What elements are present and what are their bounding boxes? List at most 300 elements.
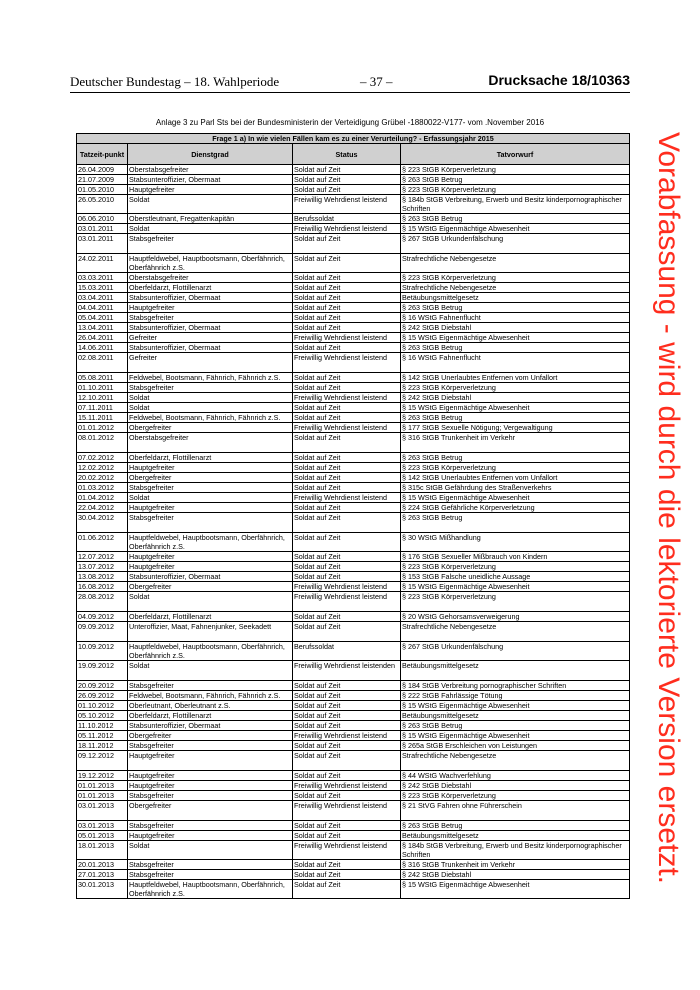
cell-status: Freiwillig Wehrdienst leistend (293, 801, 401, 821)
cell-dienstgrad: Hauptgefreiter (128, 751, 293, 771)
cell-dienstgrad: Hauptgefreiter (128, 831, 293, 841)
cell-status: Soldat auf Zeit (293, 751, 401, 771)
cell-tatvorwurf: § 263 StGB Betrug (401, 453, 630, 463)
cell-tatzeitpunkt: 03.01.2013 (77, 801, 128, 821)
cell-tatvorwurf: § 316 StGB Trunkenheit im Verkehr (401, 860, 630, 870)
cell-tatvorwurf: § 15 WStG Eigenmächtige Abwesenheit (401, 880, 630, 899)
cell-tatvorwurf: § 242 StGB Diebstahl (401, 870, 630, 880)
cell-tatvorwurf: § 263 StGB Betrug (401, 721, 630, 731)
cell-status: Soldat auf Zeit (293, 711, 401, 721)
cell-dienstgrad: Oberstabsgefreiter (128, 273, 293, 283)
cell-dienstgrad: Stabsunteroffizier, Obermaat (128, 343, 293, 353)
cell-status: Soldat auf Zeit (293, 701, 401, 711)
cell-tatzeitpunkt: 01.06.2012 (77, 533, 128, 552)
cell-status: Soldat auf Zeit (293, 234, 401, 254)
table-row (77, 741, 630, 751)
cell-status: Freiwillig Wehrdienst leistend (293, 582, 401, 592)
cell-status: Soldat auf Zeit (293, 433, 401, 453)
cell-tatzeitpunkt: 26.04.2011 (77, 333, 128, 343)
cell-status: Freiwillig Wehrdienst leistend (293, 333, 401, 343)
page-header (70, 72, 630, 90)
table-row (77, 463, 630, 473)
cell-dienstgrad: Hauptgefreiter (128, 771, 293, 781)
table-row (77, 731, 630, 741)
cell-tatvorwurf: § 223 StGB Körperverletzung (401, 592, 630, 612)
table-row (77, 622, 630, 642)
table-row (77, 293, 630, 303)
table-row (77, 195, 630, 214)
cell-dienstgrad: Oberfeldarzt, Flottillenarzt (128, 612, 293, 622)
cell-tatzeitpunkt: 01.01.2013 (77, 791, 128, 801)
cell-tatvorwurf: § 223 StGB Körperverletzung (401, 791, 630, 801)
table-row (77, 661, 630, 681)
cell-dienstgrad: Stabsgefreiter (128, 741, 293, 751)
cell-tatzeitpunkt: 15.11.2011 (77, 413, 128, 423)
cell-dienstgrad: Obergefreiter (128, 801, 293, 821)
table-row (77, 333, 630, 343)
cell-dienstgrad: Oberfeldarzt, Flottillenarzt (128, 283, 293, 293)
cell-status: Soldat auf Zeit (293, 880, 401, 899)
table-row (77, 283, 630, 293)
cell-tatvorwurf: Betäubungsmittelgesetz (401, 831, 630, 841)
cell-dienstgrad: Oberstabsgefreiter (128, 433, 293, 453)
table-row (77, 552, 630, 562)
table-row (77, 880, 630, 899)
cell-tatvorwurf: § 223 StGB Körperverletzung (401, 383, 630, 393)
cell-tatvorwurf: § 222 StGB Fahrlässige Tötung (401, 691, 630, 701)
cell-dienstgrad: Hauptgefreiter (128, 552, 293, 562)
cell-dienstgrad: Oberleutnant, Oberleutnant z.S. (128, 701, 293, 711)
drucksache-number: 10363 (591, 72, 630, 88)
cell-status: Soldat auf Zeit (293, 165, 401, 175)
cell-status: Soldat auf Zeit (293, 552, 401, 562)
cell-status: Berufssoldat (293, 214, 401, 224)
cell-status: Berufssoldat (293, 642, 401, 661)
cell-tatzeitpunkt: 02.08.2011 (77, 353, 128, 373)
cell-status: Freiwillig Wehrdienst leistenden (293, 661, 401, 681)
cell-tatvorwurf: § 15 WStG Eigenmächtige Abwesenheit (401, 701, 630, 711)
cell-dienstgrad: Hauptfeldwebel, Hauptbootsmann, Oberfähnrich, Oberfähnrich z.S. (128, 254, 293, 273)
watermark-text: Vorabfassung - wird durch die lektorierte Version ersetzt. (652, 131, 685, 885)
cell-status: Soldat auf Zeit (293, 483, 401, 493)
cell-dienstgrad: Hauptgefreiter (128, 503, 293, 513)
cell-dienstgrad: Stabsgefreiter (128, 860, 293, 870)
cell-dienstgrad: Unteroffizier, Maat, Fahnenjunker, Seekadett (128, 622, 293, 642)
cell-dienstgrad: Stabsunteroffizier, Obermaat (128, 572, 293, 582)
cell-tatzeitpunkt: 10.09.2012 (77, 642, 128, 661)
cell-tatvorwurf: § 223 StGB Körperverletzung (401, 463, 630, 473)
cell-dienstgrad: Soldat (128, 493, 293, 503)
cell-tatzeitpunkt: 11.10.2012 (77, 721, 128, 731)
table-row (77, 383, 630, 393)
col-tatvorwurf: Tatvorwurf (401, 144, 630, 165)
cell-tatzeitpunkt: 01.05.2010 (77, 185, 128, 195)
table-row (77, 841, 630, 860)
cell-tatvorwurf: Strafrechtliche Nebengesetze (401, 751, 630, 771)
table-row (77, 711, 630, 721)
table-row (77, 403, 630, 413)
cell-tatvorwurf: § 267 StGB Urkundenfälschung (401, 234, 630, 254)
cell-dienstgrad: Soldat (128, 661, 293, 681)
cell-tatzeitpunkt: 30.04.2012 (77, 513, 128, 533)
cell-status: Soldat auf Zeit (293, 870, 401, 880)
cell-tatvorwurf: § 21 StVG Fahren ohne Führerschein (401, 801, 630, 821)
cell-dienstgrad: Obergefreiter (128, 582, 293, 592)
cell-tatvorwurf: § 263 StGB Betrug (401, 303, 630, 313)
table-row (77, 234, 630, 254)
cell-tatvorwurf: Strafrechtliche Nebengesetze (401, 283, 630, 293)
cell-dienstgrad: Soldat (128, 841, 293, 860)
cell-tatzeitpunkt: 03.01.2011 (77, 224, 128, 234)
table-row (77, 721, 630, 731)
col-tatzeitpunkt: Tatzeit-punkt (77, 144, 128, 165)
table-row (77, 473, 630, 483)
cell-dienstgrad: Hauptgefreiter (128, 562, 293, 572)
cell-tatzeitpunkt: 15.03.2011 (77, 283, 128, 293)
header-drucksache (488, 72, 630, 88)
cell-tatzeitpunkt: 09.09.2012 (77, 622, 128, 642)
cell-tatvorwurf: § 15 WStG Eigenmächtige Abwesenheit (401, 403, 630, 413)
cell-status: Soldat auf Zeit (293, 293, 401, 303)
cell-tatvorwurf: § 267 StGB Urkundenfälschung (401, 642, 630, 661)
table-row (77, 353, 630, 373)
cell-tatzeitpunkt: 05.01.2013 (77, 831, 128, 841)
cell-status: Soldat auf Zeit (293, 403, 401, 413)
cell-tatzeitpunkt: 26.09.2012 (77, 691, 128, 701)
cell-tatvorwurf: § 15 WStG Eigenmächtige Abwesenheit (401, 333, 630, 343)
cell-dienstgrad: Hauptfeldwebel, Hauptbootsmann, Oberfähnrich, Oberfähnrich z.S. (128, 533, 293, 552)
cell-status: Soldat auf Zeit (293, 463, 401, 473)
cell-status: Soldat auf Zeit (293, 681, 401, 691)
cell-tatzeitpunkt: 28.08.2012 (77, 592, 128, 612)
cell-tatvorwurf: § 263 StGB Betrug (401, 175, 630, 185)
cell-tatvorwurf: § 223 StGB Körperverletzung (401, 165, 630, 175)
cell-tatvorwurf: Strafrechtliche Nebengesetze (401, 254, 630, 273)
cell-tatzeitpunkt: 04.09.2012 (77, 612, 128, 622)
cell-dienstgrad: Stabsunteroffizier, Obermaat (128, 175, 293, 185)
cell-tatzeitpunkt: 12.02.2012 (77, 463, 128, 473)
header-rule (70, 92, 630, 93)
cell-tatzeitpunkt: 13.08.2012 (77, 572, 128, 582)
table-row (77, 165, 630, 175)
cell-status: Soldat auf Zeit (293, 413, 401, 423)
cell-dienstgrad: Soldat (128, 195, 293, 214)
cell-tatzeitpunkt: 01.01.2013 (77, 781, 128, 791)
table-row (77, 701, 630, 711)
table-row (77, 791, 630, 801)
cell-tatzeitpunkt: 03.04.2011 (77, 293, 128, 303)
cell-tatzeitpunkt: 22.04.2012 (77, 503, 128, 513)
cell-dienstgrad: Obergefreiter (128, 473, 293, 483)
cell-tatzeitpunkt: 01.10.2011 (77, 383, 128, 393)
cell-tatzeitpunkt: 03.03.2011 (77, 273, 128, 283)
cell-tatvorwurf: § 142 StGB Unerlaubtes Entfernen vom Unfallort (401, 473, 630, 483)
table-row (77, 433, 630, 453)
cell-dienstgrad: Stabsgefreiter (128, 821, 293, 831)
cell-status: Soldat auf Zeit (293, 533, 401, 552)
cell-tatvorwurf: § 263 StGB Betrug (401, 214, 630, 224)
table-row (77, 493, 630, 503)
cell-tatzeitpunkt: 16.08.2012 (77, 582, 128, 592)
drucksache-label: Drucksache 18/ (488, 72, 592, 88)
header-page-number: – 37 – (360, 74, 393, 89)
cell-dienstgrad: Hauptfeldwebel, Hauptbootsmann, Oberfähnrich, Oberfähnrich z.S. (128, 880, 293, 899)
cell-tatzeitpunkt: 01.01.2012 (77, 423, 128, 433)
cell-tatzeitpunkt: 09.12.2012 (77, 751, 128, 771)
cell-tatzeitpunkt: 05.10.2012 (77, 711, 128, 721)
watermark-side (648, 108, 688, 908)
cell-status: Soldat auf Zeit (293, 513, 401, 533)
cell-tatvorwurf: § 15 WStG Eigenmächtige Abwesenheit (401, 224, 630, 234)
cell-dienstgrad: Stabsunteroffizier, Obermaat (128, 721, 293, 731)
cell-dienstgrad: Oberfeldarzt, Flottillenarzt (128, 711, 293, 721)
table-row (77, 751, 630, 771)
cell-tatvorwurf: § 44 WStG Wachverfehlung (401, 771, 630, 781)
cell-tatvorwurf: § 242 StGB Diebstahl (401, 781, 630, 791)
frage-heading: Frage 1 a) In wie vielen Fällen kam es zu einer Verurteilung? - Erfassungsjahr 2015 (77, 134, 630, 144)
cell-status: Soldat auf Zeit (293, 343, 401, 353)
cell-status: Soldat auf Zeit (293, 303, 401, 313)
cell-dienstgrad: Stabsgefreiter (128, 234, 293, 254)
table-row (77, 303, 630, 313)
cell-dienstgrad: Stabsgefreiter (128, 681, 293, 691)
table-row (77, 313, 630, 323)
cell-tatzeitpunkt: 27.01.2013 (77, 870, 128, 880)
table-row (77, 224, 630, 234)
cell-tatzeitpunkt: 01.10.2012 (77, 701, 128, 711)
table-row (77, 273, 630, 283)
cell-tatvorwurf: § 224 StGB Gefährliche Körperverletzung (401, 503, 630, 513)
cell-dienstgrad: Stabsgefreiter (128, 313, 293, 323)
cell-status: Freiwillig Wehrdienst leistend (293, 841, 401, 860)
cell-tatvorwurf: § 223 StGB Körperverletzung (401, 273, 630, 283)
table-row (77, 642, 630, 661)
cell-status: Freiwillig Wehrdienst leistend (293, 353, 401, 373)
cell-tatvorwurf: § 265a StGB Erschleichen von Leistungen (401, 741, 630, 751)
table-row (77, 831, 630, 841)
table-row (77, 691, 630, 701)
cell-status: Soldat auf Zeit (293, 323, 401, 333)
cell-tatvorwurf: § 20 WStG Gehorsamsverweigerung (401, 612, 630, 622)
cell-tatzeitpunkt: 19.09.2012 (77, 661, 128, 681)
cell-tatzeitpunkt: 03.01.2011 (77, 234, 128, 254)
cell-dienstgrad: Hauptfeldwebel, Hauptbootsmann, Oberfähnrich, Oberfähnrich z.S. (128, 642, 293, 661)
cell-tatzeitpunkt: 05.11.2012 (77, 731, 128, 741)
cell-tatzeitpunkt: 19.12.2012 (77, 771, 128, 781)
cell-dienstgrad: Feldwebel, Bootsmann, Fähnrich, Fähnrich z.S. (128, 413, 293, 423)
cell-tatzeitpunkt: 21.07.2009 (77, 175, 128, 185)
table-row (77, 860, 630, 870)
cell-dienstgrad: Hauptgefreiter (128, 781, 293, 791)
cell-tatvorwurf: Betäubungsmittelgesetz (401, 661, 630, 681)
cell-tatzeitpunkt: 26.05.2010 (77, 195, 128, 214)
table-row (77, 343, 630, 353)
cell-tatvorwurf: § 263 StGB Betrug (401, 513, 630, 533)
cell-status: Freiwillig Wehrdienst leistend (293, 781, 401, 791)
cell-dienstgrad: Stabsunteroffizier, Obermaat (128, 323, 293, 333)
table-row (77, 562, 630, 572)
table-row (77, 801, 630, 821)
cell-tatvorwurf: § 242 StGB Diebstahl (401, 393, 630, 403)
cell-tatvorwurf: § 184b StGB Verbreitung, Erwerb und Besitz kinderpornographischer Schriften (401, 841, 630, 860)
cell-status: Soldat auf Zeit (293, 622, 401, 642)
cell-status: Soldat auf Zeit (293, 860, 401, 870)
cell-dienstgrad: Feldwebel, Bootsmann, Fähnrich, Fähnrich z.S. (128, 691, 293, 701)
cell-tatvorwurf: Betäubungsmittelgesetz (401, 293, 630, 303)
cell-dienstgrad: Hauptgefreiter (128, 303, 293, 313)
table-row (77, 821, 630, 831)
table-row (77, 423, 630, 433)
table-row (77, 214, 630, 224)
col-status: Status (293, 144, 401, 165)
anlage-caption: Anlage 3 zu Parl Sts bei der Bundesministerin der Verteidigung Grübel -1880022-V177- vom .November 2016 (155, 118, 545, 127)
cell-dienstgrad: Soldat (128, 403, 293, 413)
cell-status: Soldat auf Zeit (293, 831, 401, 841)
table-row (77, 612, 630, 622)
cell-status: Soldat auf Zeit (293, 313, 401, 323)
cell-tatvorwurf: § 177 StGB Sexuelle Nötigung; Vergewaltigung (401, 423, 630, 433)
cell-tatzeitpunkt: 01.04.2012 (77, 493, 128, 503)
cell-status: Soldat auf Zeit (293, 771, 401, 781)
cell-status: Freiwillig Wehrdienst leistend (293, 423, 401, 433)
cell-dienstgrad: Obergefreiter (128, 423, 293, 433)
cell-tatvorwurf: § 242 StGB Diebstahl (401, 323, 630, 333)
cell-tatvorwurf: § 184b StGB Verbreitung, Erwerb und Besitz kinderpornographischer Schriften (401, 195, 630, 214)
cell-dienstgrad: Soldat (128, 592, 293, 612)
table-row (77, 323, 630, 333)
cell-tatzeitpunkt: 18.11.2012 (77, 741, 128, 751)
cell-status: Soldat auf Zeit (293, 562, 401, 572)
cell-status: Soldat auf Zeit (293, 373, 401, 383)
cell-tatzeitpunkt: 13.07.2012 (77, 562, 128, 572)
cell-dienstgrad: Oberstleutnant, Fregattenkapitän (128, 214, 293, 224)
table-row (77, 592, 630, 612)
cell-tatvorwurf: § 142 StGB Unerlaubtes Entfernen vom Unfallort (401, 373, 630, 383)
table-row (77, 781, 630, 791)
cell-status: Soldat auf Zeit (293, 383, 401, 393)
cell-tatzeitpunkt: 26.04.2009 (77, 165, 128, 175)
cell-dienstgrad: Feldwebel, Bootsmann, Fähnrich, Fähnrich z.S. (128, 373, 293, 383)
cell-status: Soldat auf Zeit (293, 741, 401, 751)
cell-tatzeitpunkt: 08.01.2012 (77, 433, 128, 453)
cell-tatvorwurf: § 223 StGB Körperverletzung (401, 185, 630, 195)
cell-dienstgrad: Stabsgefreiter (128, 513, 293, 533)
table-row (77, 453, 630, 463)
cell-status: Soldat auf Zeit (293, 473, 401, 483)
table-row (77, 413, 630, 423)
cell-tatzeitpunkt: 04.04.2011 (77, 303, 128, 313)
cell-tatvorwurf: § 184 StGB Verbreitung pornographischer Schriften (401, 681, 630, 691)
cell-status: Freiwillig Wehrdienst leistend (293, 224, 401, 234)
cell-status: Soldat auf Zeit (293, 572, 401, 582)
cell-tatzeitpunkt: 12.07.2012 (77, 552, 128, 562)
cell-status: Soldat auf Zeit (293, 721, 401, 731)
table-row (77, 771, 630, 781)
table-row (77, 870, 630, 880)
cell-dienstgrad: Hauptgefreiter (128, 185, 293, 195)
cell-status: Freiwillig Wehrdienst leistend (293, 592, 401, 612)
cell-tatvorwurf: § 315c StGB Gefährdung des Straßenverkehrs (401, 483, 630, 493)
cell-tatzeitpunkt: 12.10.2011 (77, 393, 128, 403)
verdicts-table (76, 133, 630, 899)
cell-tatzeitpunkt: 06.06.2010 (77, 214, 128, 224)
cell-tatvorwurf: § 15 WStG Eigenmächtige Abwesenheit (401, 731, 630, 741)
cell-tatzeitpunkt: 20.02.2012 (77, 473, 128, 483)
cell-dienstgrad: Soldat (128, 224, 293, 234)
cell-dienstgrad: Stabsgefreiter (128, 870, 293, 880)
table-row (77, 175, 630, 185)
cell-status: Freiwillig Wehrdienst leistend (293, 493, 401, 503)
cell-tatzeitpunkt: 07.11.2011 (77, 403, 128, 413)
cell-tatzeitpunkt: 20.01.2013 (77, 860, 128, 870)
table-row (77, 572, 630, 582)
cell-tatvorwurf: § 316 StGB Trunkenheit im Verkehr (401, 433, 630, 453)
cell-dienstgrad: Stabsgefreiter (128, 483, 293, 493)
cell-tatvorwurf: § 263 StGB Betrug (401, 413, 630, 423)
cell-tatzeitpunkt: 01.03.2012 (77, 483, 128, 493)
cell-tatvorwurf: § 16 WStG Fahnenflucht (401, 353, 630, 373)
cell-status: Soldat auf Zeit (293, 453, 401, 463)
cell-status: Soldat auf Zeit (293, 254, 401, 273)
cell-dienstgrad: Oberfeldarzt, Flottillenarzt (128, 453, 293, 463)
cell-dienstgrad: Gefreiter (128, 353, 293, 373)
cell-tatvorwurf: § 263 StGB Betrug (401, 343, 630, 353)
cell-tatvorwurf: § 16 WStG Fahnenflucht (401, 313, 630, 323)
cell-status: Freiwillig Wehrdienst leistend (293, 393, 401, 403)
cell-status: Soldat auf Zeit (293, 273, 401, 283)
cell-status: Soldat auf Zeit (293, 283, 401, 293)
cell-tatvorwurf: § 30 WStG Mißhandlung (401, 533, 630, 552)
cell-status: Soldat auf Zeit (293, 503, 401, 513)
cell-tatvorwurf: § 176 StGB Sexueller Mißbrauch von Kindern (401, 552, 630, 562)
table-row (77, 483, 630, 493)
table-row (77, 373, 630, 383)
cell-tatzeitpunkt: 03.01.2013 (77, 821, 128, 831)
cell-tatvorwurf: § 15 WStG Eigenmächtige Abwesenheit (401, 582, 630, 592)
cell-dienstgrad: Oberstabsgefreiter (128, 165, 293, 175)
table-row (77, 513, 630, 533)
cell-status: Soldat auf Zeit (293, 691, 401, 701)
table-row (77, 582, 630, 592)
cell-tatzeitpunkt: 07.02.2012 (77, 453, 128, 463)
cell-dienstgrad: Hauptgefreiter (128, 463, 293, 473)
cell-status: Soldat auf Zeit (293, 612, 401, 622)
cell-tatvorwurf: § 153 StGB Falsche uneidliche Aussage (401, 572, 630, 582)
cell-tatvorwurf: § 15 WStG Eigenmächtige Abwesenheit (401, 493, 630, 503)
table-row (77, 681, 630, 691)
cell-tatvorwurf: § 223 StGB Körperverletzung (401, 562, 630, 572)
table-row (77, 393, 630, 403)
cell-tatzeitpunkt: 05.04.2011 (77, 313, 128, 323)
table-row (77, 185, 630, 195)
cell-dienstgrad: Stabsunteroffizier, Obermaat (128, 293, 293, 303)
cell-dienstgrad: Stabsgefreiter (128, 383, 293, 393)
cell-dienstgrad: Stabsgefreiter (128, 791, 293, 801)
col-dienstgrad: Dienstgrad (128, 144, 293, 165)
cell-tatvorwurf: Strafrechtliche Nebengesetze (401, 622, 630, 642)
cell-tatzeitpunkt: 13.04.2011 (77, 323, 128, 333)
table-row (77, 254, 630, 273)
cell-tatzeitpunkt: 14.06.2011 (77, 343, 128, 353)
cell-dienstgrad: Obergefreiter (128, 731, 293, 741)
cell-status: Freiwillig Wehrdienst leistend (293, 195, 401, 214)
cell-tatzeitpunkt: 30.01.2013 (77, 880, 128, 899)
table-row (77, 503, 630, 513)
table-body (77, 165, 630, 899)
cell-tatzeitpunkt: 18.01.2013 (77, 841, 128, 860)
cell-status: Soldat auf Zeit (293, 185, 401, 195)
cell-tatzeitpunkt: 05.08.2011 (77, 373, 128, 383)
